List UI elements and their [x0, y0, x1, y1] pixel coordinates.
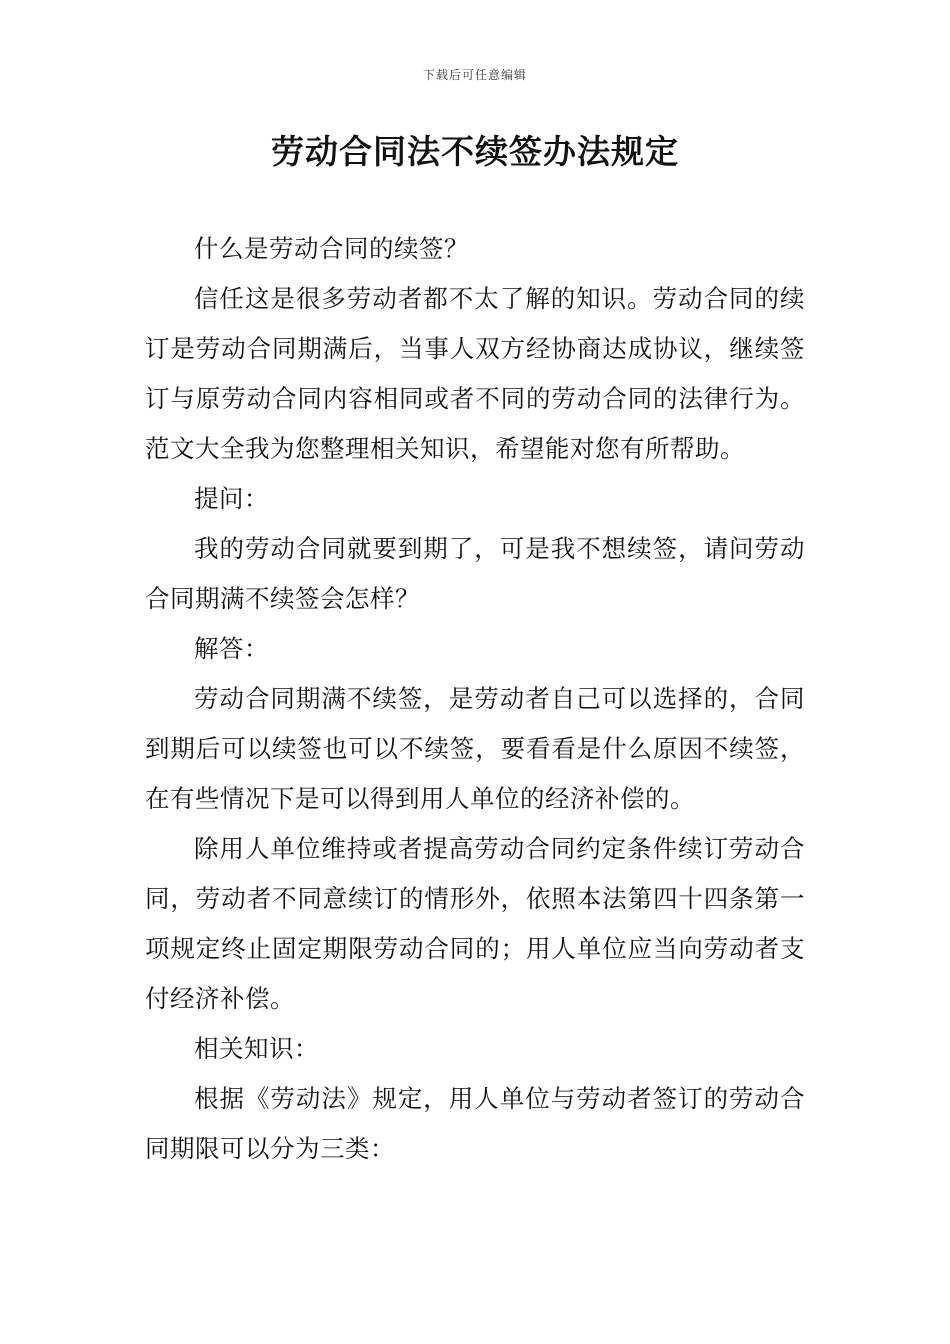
paragraph-answer: 劳动合同期满不续签，是劳动者自己可以选择的，合同到期后可以续签也可以不续签，要看看是什么原因不续签，在有些情况下是可以得到用人单位的经济补偿的。 [145, 684, 805, 813]
paragraph-contract-types: 根据《劳动法》规定，用人单位与劳动者签订的劳动合同期限可以分为三类： [145, 1084, 805, 1163]
paragraph-answer-label: 解答： [194, 634, 269, 663]
paragraph-question: 我的劳动合同就要到期了，可是我不想续签，请问劳动合同期满不续签会怎样？ [145, 534, 805, 613]
paragraph-related-label: 相关知识： [194, 1034, 319, 1063]
paragraph-definition: 信任这是很多劳动者都不太了解的知识。劳动合同的续订是劳动合同期满后，当事人双方经协商达成协议，继续签订与原劳动合同内容相同或者不同的劳动合同的法律行为。范文大全我为您整理相关知识，希望能对您有所帮助。 [145, 284, 805, 463]
document-title: 劳动合同法不续签办法规定 [271, 132, 679, 171]
paragraph-compensation: 除用人单位维持或者提高劳动合同约定条件续订劳动合同，劳动者不同意续订的情形外，依照本法第四十四条第一项规定终止固定期限劳动合同的；用人单位应当向劳动者支付经济补偿。 [145, 834, 805, 1013]
paragraph-question-intro: 什么是劳动合同的续签？ [194, 234, 469, 263]
paragraph-question-label: 提问： [194, 484, 269, 513]
header-note: 下载后可任意编辑 [422, 68, 527, 82]
document-body [145, 224, 805, 1174]
